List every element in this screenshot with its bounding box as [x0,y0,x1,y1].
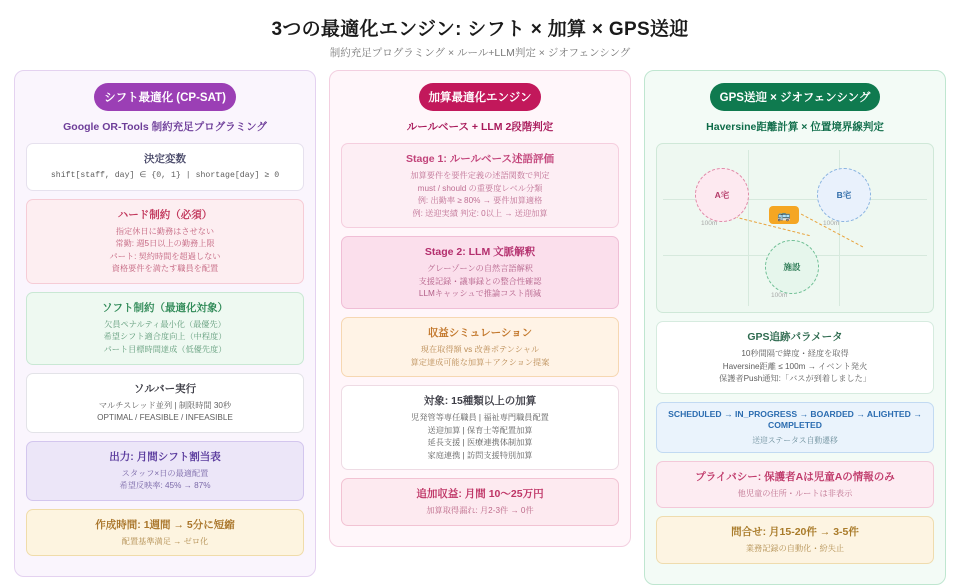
card-line: 延長支援 | 医療連携体制加算 [427,438,533,448]
map-radius-label-facility: 100m [771,292,788,299]
card-line: マルチスレッド並列 | 制限時間 30秒 [98,400,232,410]
card-line: Haversine距離 ≤ 100m → イベント発火 [722,361,868,371]
card-line: 他児童の住所・ルートは非表示 [737,488,853,498]
card-line: 例: 送迎実績 判定: 0以上 → 送迎加算 [412,208,548,218]
card-line: 算定達成可能な加算＋アクション提案 [410,357,550,367]
card-line: 欠員ペナルティ最小化（最優先） [104,319,226,329]
card-line: 家庭連携 | 訪問支援特別加算 [427,450,533,460]
card-output-shift-table [26,441,304,501]
card-line: 送迎ステータス自動遷移 [752,435,838,445]
card-additional-revenue [341,478,619,526]
card-line: 加算要件を要件定義の述語関数で判定 [410,171,550,180]
column-gps-geofencing [644,70,946,585]
card-title: ソルバー実行 [133,382,197,395]
card-inquiry-reduction [656,516,934,564]
card-soft-constraints [26,292,304,365]
card-gps-parameters [656,321,934,394]
card-line: 加算取得漏れ: 月2-3件 → 0件 [426,506,534,516]
map-radius-label-a: 100m [701,220,718,227]
card-line: 送迎加算 | 保育士等配置加算 [427,425,533,435]
page-subtitle: 制約充足プログラミング × ルール+LLM判定 × ジオフェンシング [329,47,631,59]
card-title: 出力: 月間シフト割当表 [109,450,221,463]
card-line: 業務記録の自動化・紛失止 [745,544,845,554]
card-privacy [656,461,934,509]
card-title: Stage 2: LLM 文脈解釈 [424,246,536,259]
card-addon-targets [341,385,619,470]
card-line: 指定休日に勤務はさせない [115,226,215,236]
card-title: SCHEDULED → IN_PROGRESS → BOARDED → ALIGHTED → COMPLETED [668,408,922,431]
card-title: Stage 1: ルールベース述語評価 [405,153,555,165]
column-1-chip: シフト最適化 (CP-SAT) [94,83,236,111]
card-title: ハード制約（必須） [117,208,213,221]
column-2-chip: 加算最適化エンジン [419,83,542,111]
geofencing-map [656,143,934,313]
card-line: パート目標時間達成（低優先度） [103,344,227,354]
card-line: 例: 出勤率 ≥ 80% → 要件加算適格 [417,196,543,206]
card-line: 希望反映率: 45% → 87% [119,481,211,491]
card-stage1-rule-based [341,143,619,228]
card-stage2-llm [341,236,619,309]
column-1-subtitle: Google OR-Tools 制約充足プログラミング [63,121,267,133]
card-line: パート: 契約時間を超過しない [109,251,221,261]
column-3-subtitle: Haversine距離計算 × 位置境界線判定 [706,121,884,133]
card-title: 問合せ: 月15-20件 → 3-5件 [731,526,859,539]
card-line: 10秒間隔で緯度・経度を取得 [741,349,849,358]
card-line: must / should の重要度レベル分類 [417,183,543,193]
card-title: 決定変数 [144,153,186,165]
card-title: 収益シミュレーション [427,326,533,339]
page-title: 3つの最適化エンジン: シフト × 加算 × GPS送迎 [271,19,689,40]
card-title: プライバシー: 保護者Aは児童Aの情報のみ [695,470,895,483]
card-title: GPS追跡パラメータ [747,331,843,343]
card-line: 児発管等専任職員 | 福祉専門職員配置 [411,413,549,423]
card-title: ソフト制約（最適化対象） [102,301,228,314]
card-line: スタッフ×日の最適配置 [121,468,209,478]
map-node-facility: 施設 [765,240,819,294]
bus-icon: 🚌 [769,206,799,224]
map-gridline [748,150,749,306]
card-line: 資格要件を満たす職員を配置 [111,264,219,274]
card-line: 配置基準満足 → ゼロ化 [121,536,209,546]
map-radius-label-b: 100m [823,220,840,227]
map-node-home-b: B宅 [817,168,871,222]
map-node-home-a: A宅 [695,168,749,222]
column-3-chip: GPS送迎 × ジオフェンシング [710,83,881,111]
card-title: 対象: 15種類以上の加算 [423,395,537,408]
card-line: 保護者Push通知:「バスが到着しました」 [719,374,871,384]
card-title: 追加収益: 月間 10〜25万円 [416,488,544,501]
columns-container [14,70,946,585]
column-addon-optimization [329,70,631,547]
card-line: グレーゾーンの自然言語解釈 [427,264,533,274]
card-line: 常勤: 週5日以上の勤務上限 [115,239,215,249]
card-creation-time-result [26,509,304,557]
card-line: LLMキャッシュで推論コスト削減 [418,289,542,299]
card-hard-constraints [26,199,304,284]
card-revenue-simulation [341,317,619,377]
card-line: 現在取得額 vs 改善ポテンシャル [420,344,540,354]
card-line: 支援記録・議事録との整合性確認 [418,276,542,286]
card-line: 希望シフト適合度向上（中程度） [103,332,227,342]
column-shift-optimization [14,70,316,577]
card-solver-execution [26,373,304,433]
card-title: 作成時間: 1週間 → 5分に短縮 [95,518,235,531]
card-decision-variables [26,143,304,191]
card-status-flow [656,402,934,453]
column-2-subtitle: ルールベース + LLM 2段階判定 [406,121,554,133]
card-line: shift[staff, day] ∈ {0, 1} | shortage[day] ≥ 0 [50,171,280,180]
card-line: OPTIMAL / FEASIBLE / INFEASIBLE [97,413,233,423]
